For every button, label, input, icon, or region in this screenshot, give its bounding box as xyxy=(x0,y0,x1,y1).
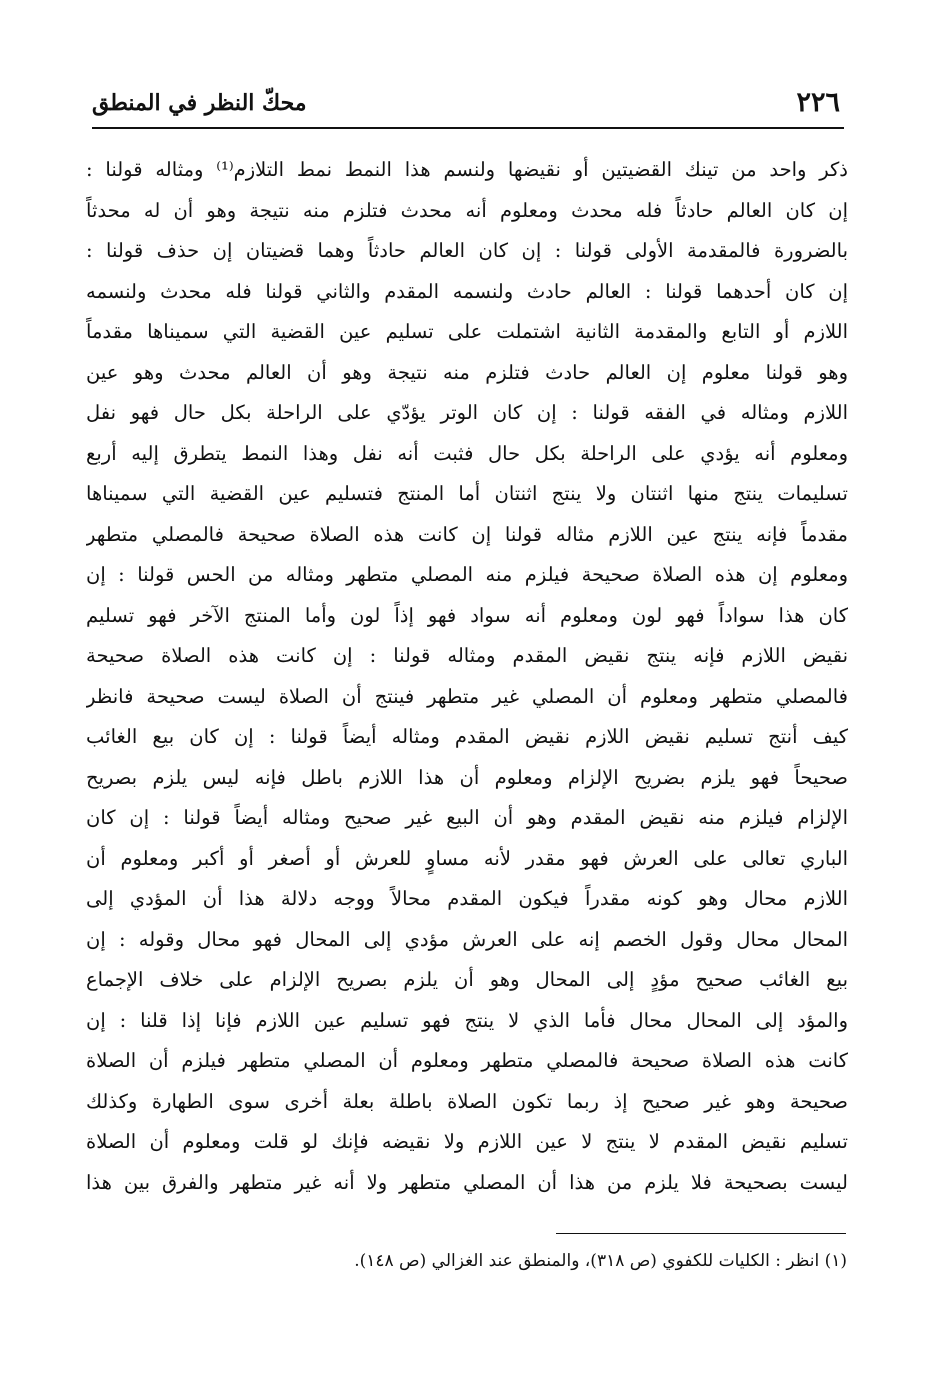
text-line: صحيحاً فهو يلزم بضريح الإلزام ومعلوم أن هذا اللازم باطل فإنه ليس يلزم بصريح xyxy=(86,765,848,789)
text-line: كان هذا سواداً فهو لون ومعلوم أنه سواد فهو إذاً لون وأما المنتج الآخر فهو تسليم xyxy=(86,603,848,627)
text-line: كانت هذه الصلاة صحيحة فالمصلي متطهر ومعلوم أن المصلي متطهر فيلزم أن الصلاة xyxy=(86,1049,848,1072)
header-divider xyxy=(92,127,844,129)
text-line: الباري تعالى على العرش فهو مقدر لأنه مساوٍ للعرش أو أصغر أو أكبر ومعلوم أن xyxy=(86,846,848,870)
text-line: اللازم محال وهو كونه مقدراً فيكون المقدم محالاً ووجه دلالة هذا أن المؤدي إلى xyxy=(86,887,848,910)
text-line: مقدماً فإنه ينتج عين اللازم مثاله قولنا إن كانت هذه الصلاة صحيحة فالمصلي متطهر xyxy=(86,522,848,546)
footnote: (١) انظر : الكليات للكفوي (ص ٣١٨)، والمنطق عند الغزالي (ص ١٤٨). xyxy=(354,1251,847,1271)
text-line: الإلزام فيلزم منه نقيض المقدم وهو أن البيع غير صحيح ومثاله أيضاً قولنا : إن كان xyxy=(86,806,848,829)
text-line: ومعلوم إن هذه الصلاة صحيحة فيلزم منه المصلي متطهر ومثاله من الحس قولنا : إن xyxy=(86,563,848,586)
text-line: إن كان العالم حادثاً فله محدث ومعلوم أنه محدث فتلزم منه نتيجة وهو أن له محدثاً xyxy=(86,198,848,222)
text-line: والمؤد إلى المحال محال فأما الذي لا ينتج فهو تسليم عين اللازم فإنا إذا قلنا : إن xyxy=(86,1008,848,1032)
text-line: تسليم نقيض المقدم لا ينتج لا عين اللازم ولا نقيضه فإنك لو قلت ومعلوم أن الصلاة xyxy=(86,1130,848,1153)
page-number: ٢٢٦ xyxy=(796,87,840,118)
text-line: بالضرورة فالمقدمة الأولى قولنا : إن كان العالم حادثاً وهما قضيتان إن حذف قولنا : xyxy=(86,239,848,262)
main-text xyxy=(86,150,848,1203)
text-line: تسليمات ينتج منها اثنتان ولا ينتج اثنتان أما المنتج فتسليم عين القضية التي سميناها xyxy=(86,482,848,505)
running-title: محكّ النظر في المنطق xyxy=(92,90,307,116)
text-line: المحال محال وقول الخصم إنه على العرش مؤدي إلى المحال فهو محال وقوله : إن xyxy=(86,927,848,951)
text-line: وهو قولنا معلوم إن العالم حادث فتلزم منه نتيجة وهو أن العالم محدث وهو عين xyxy=(86,360,848,384)
page-header xyxy=(92,86,840,124)
text-line: بيع الغائب صحيح مؤدٍ إلى المحال وهو أن يلزم بصريح الإلزام على خلاف الإجماع xyxy=(86,968,848,991)
text-line: ليست بصحيحة فلا يلزم من هذا أن المصلي متطهر ولا أنه غير متطهر والفرق بين هذا xyxy=(86,1170,848,1194)
text-line: إن كان أحدهما قولنا : العالم حادث ولنسمه المقدم والثاني قولنا فله محدث ولنسمه xyxy=(86,279,848,303)
text-line: فالمصلي متطهر ومعلوم أن المصلي غير متطهر فينتج أن الصلاة ليست صحيحة فانظر xyxy=(86,684,848,708)
text-line: اللازم ومثاله في الفقه قولنا : إن كان الوتر يؤدّي على الراحلة بكل حال فهو نفل xyxy=(86,401,848,424)
text-line: ومعلوم أنه يؤدي على الراحلة بكل حال فثبت أنه نفل وهذا النمط يتطرق إليه أربع xyxy=(86,441,848,465)
text-line: اللازم أو التابع والمقدمة الثانية اشتملت على تسليم عين القضية التي سميناها مقدماً xyxy=(86,320,848,343)
text-line: صحيحة وهو غير صحيح إذ ربما تكون الصلاة باطلة بعلة أخرى سوى الطهارة وكذلك xyxy=(86,1089,848,1113)
text-line: ذكر واحد من تينك القضيتين أو نقيضها ولنسم هذا النمط نمط التلازم⁽¹⁾ ومثاله قولنا : xyxy=(86,158,848,181)
footnote-divider xyxy=(556,1233,846,1234)
text-line: نقيض اللازم فإنه ينتج نقيض المقدم ومثاله قولنا : إن كانت هذه الصلاة صحيحة xyxy=(86,644,848,667)
text-line: كيف أنتج تسليم نقيض اللازم نقيض المقدم ومثاله أيضاً قولنا : إن كان بيع الغائب xyxy=(86,725,848,748)
